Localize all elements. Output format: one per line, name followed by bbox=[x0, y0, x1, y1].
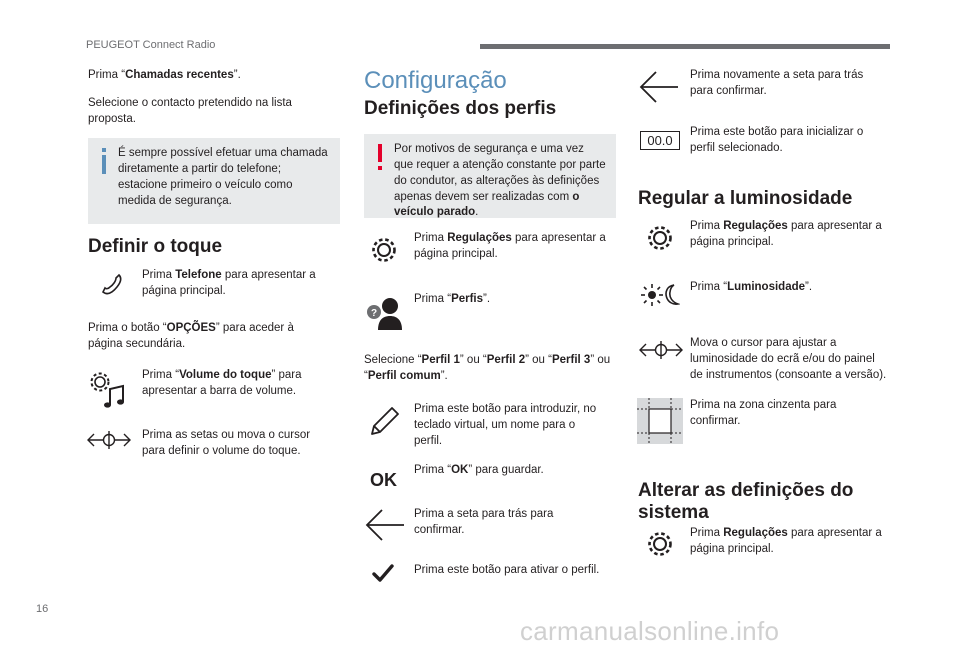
step-back-text: Prima a seta para trás para confirmar. bbox=[414, 508, 554, 536]
step-profiles-text: Prima “Perfis”. bbox=[414, 293, 491, 305]
info-mark-icon bbox=[97, 148, 111, 174]
col2-paragraph-select-profile: Selecione “Perfil 1” ou “Perfil 2” ou “Perfil 3” ou “Perfil comum”. bbox=[364, 354, 611, 382]
step-back-again-text: Prima novamente a seta para trás para confirmar. bbox=[690, 69, 864, 97]
step-slider-brightness-text: Mova o cursor para ajustar a luminosidade do ecrã e/ou do painel de instrumentos (consoante a versão). bbox=[690, 337, 887, 381]
page-title: Configuração bbox=[364, 67, 507, 94]
gray-zone-icon bbox=[637, 398, 683, 444]
step-ok-text: Prima “OK” para guardar. bbox=[414, 464, 544, 476]
step-gray-zone-text: Prima na zona cinzenta para confirmar. bbox=[690, 399, 837, 427]
warning-note-text: Por motivos de segurança e uma vez que requer a atenção constante por parte do condutor, as alterações às definições apenas devem ser realizadas com o veículo parado. bbox=[394, 143, 606, 219]
section-title-system-settings: Alterar as definições do sistema bbox=[638, 480, 854, 523]
step-settings-system-text: Prima Regulações para apresentar a página principal. bbox=[690, 527, 882, 555]
back-arrow-icon bbox=[638, 70, 680, 104]
step-phone-text: Prima Telefone para apresentar a página principal. bbox=[142, 269, 316, 297]
step-ringtone-volume-text: Prima “Volume do toque” para apresentar a barra de volume. bbox=[142, 369, 302, 397]
phone-icon bbox=[98, 272, 124, 298]
watermark: carmanualsonline.info bbox=[520, 616, 780, 646]
section-title-profiles: Definições dos perfis bbox=[364, 98, 557, 119]
warning-note bbox=[364, 134, 616, 218]
reset-value-icon: 00.0 bbox=[640, 131, 680, 150]
col1-paragraph-recent-calls: Prima “Chamadas recentes”. bbox=[88, 69, 241, 81]
warning-mark-icon bbox=[373, 144, 387, 170]
user-question-icon bbox=[366, 296, 406, 332]
back-arrow-icon bbox=[364, 508, 406, 542]
step-reset-text: Prima este botão para inicializar o perfil selecionado. bbox=[690, 126, 864, 154]
ok-icon: OK bbox=[370, 470, 397, 490]
step-check-text: Prima este botão para ativar o perfil. bbox=[414, 564, 600, 576]
section-title-brightness: Regular a luminosidade bbox=[638, 188, 853, 209]
pencil-icon bbox=[368, 404, 402, 438]
col1-paragraph-select-contact: Selecione o contacto pretendido na lista proposta. bbox=[88, 97, 292, 125]
page-number: 16 bbox=[36, 603, 49, 615]
col1-paragraph-options: Prima o botão “OPÇÕES” para aceder à página secundária. bbox=[88, 322, 294, 350]
step-slider-text: Prima as setas ou mova o cursor para definir o volume do toque. bbox=[142, 429, 311, 457]
gear-icon bbox=[370, 236, 398, 264]
slider-arrows-icon bbox=[86, 428, 132, 452]
info-note-text: É sempre possível efetuar uma chamada diretamente a partir do telefone; estacione primeiro o veículo como medida de segurança. bbox=[118, 147, 328, 207]
gear-music-icon bbox=[90, 372, 130, 412]
checkmark-icon bbox=[372, 563, 394, 583]
gear-icon bbox=[646, 530, 674, 558]
section-title-ringtone: Definir o toque bbox=[88, 236, 223, 257]
slider-arrows-icon bbox=[638, 338, 684, 362]
sun-moon-icon bbox=[640, 282, 680, 308]
info-note bbox=[88, 138, 340, 224]
gear-icon bbox=[646, 224, 674, 252]
header-bar bbox=[480, 44, 890, 49]
step-pencil-text: Prima este botão para introduzir, no teclado virtual, um nome para o perfil. bbox=[414, 403, 597, 447]
step-settings-brightness-text: Prima Regulações para apresentar a página principal. bbox=[690, 220, 882, 248]
svg-text:?: ? bbox=[370, 308, 378, 319]
step-brightness-text: Prima “Luminosidade”. bbox=[690, 281, 813, 293]
running-header: PEUGEOT Connect Radio bbox=[86, 39, 216, 51]
step-settings-text: Prima Regulações para apresentar a página principal. bbox=[414, 232, 606, 260]
